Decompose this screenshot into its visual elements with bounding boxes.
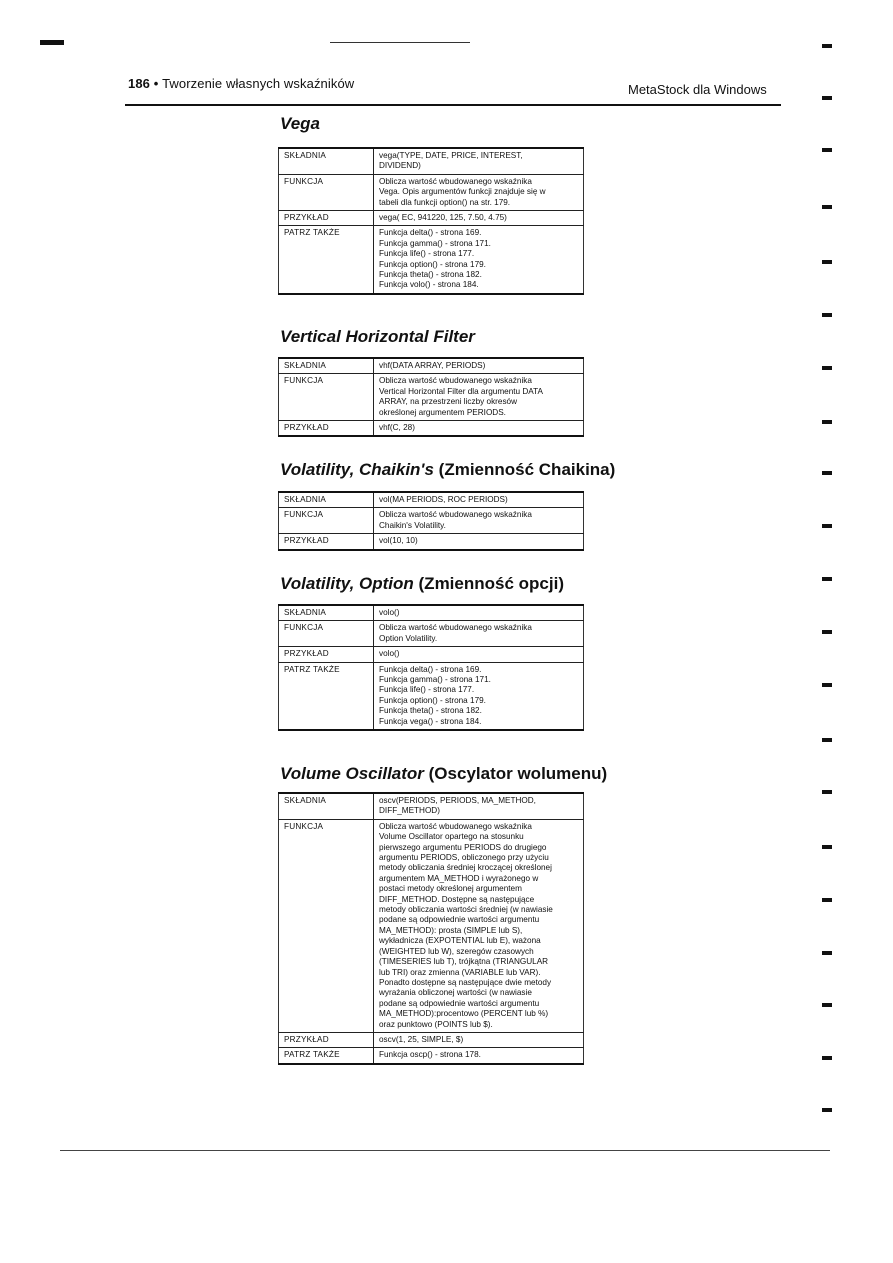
scan-tick xyxy=(822,96,832,100)
row-value: volo() xyxy=(379,608,400,617)
row-key: SKŁADNIA xyxy=(279,492,374,508)
scan-tick xyxy=(822,790,832,794)
scan-tick xyxy=(822,366,832,370)
row-value: Oblicza wartość wbudowanego wskaźnika Chaikin's Volatility. xyxy=(374,508,584,534)
row-value: Oblicza wartość wbudowanego wskaźnika Option Volatility. xyxy=(374,621,584,647)
row-value: vega(TYPE, DATE, PRICE, INTEREST, DIVIDEND) xyxy=(379,151,523,171)
scan-tick xyxy=(822,845,832,849)
row-value: vol(MA PERIODS, ROC PERIODS) xyxy=(379,495,508,504)
table-row xyxy=(279,534,584,550)
table-row xyxy=(279,174,584,210)
definition-table-volatility-option xyxy=(278,604,584,731)
section-title-italic: Vertical Horizontal Filter xyxy=(280,327,475,346)
row-key: PATRZ TAKŻE xyxy=(279,226,374,294)
scan-tick xyxy=(822,420,832,424)
scan-tick xyxy=(822,313,832,317)
scan-tick xyxy=(822,951,832,955)
scan-mark xyxy=(40,40,64,45)
row-value: vhf(DATA ARRAY, PERIODS) xyxy=(379,361,486,370)
section-title-volatility-chaikin xyxy=(280,460,615,480)
table-row xyxy=(279,605,584,621)
row-key: PRZYKŁAD xyxy=(279,534,374,550)
row-key: SKŁADNIA xyxy=(279,793,374,819)
scan-tick xyxy=(822,44,832,48)
section-title-vhf xyxy=(280,327,475,347)
bottom-rule xyxy=(60,1150,830,1151)
scan-tick xyxy=(822,630,832,634)
scan-tick xyxy=(822,524,832,528)
section-title-vega xyxy=(280,114,320,134)
definition-table-vhf xyxy=(278,357,584,437)
section-title-volume-oscillator xyxy=(280,764,607,784)
table-row xyxy=(279,492,584,508)
row-key: PRZYKŁAD xyxy=(279,421,374,437)
row-key: FUNKCJA xyxy=(279,819,374,1032)
row-value: vol(10, 10) xyxy=(374,534,584,550)
book-title: MetaStock dla Windows xyxy=(628,82,767,97)
page-number: 186 xyxy=(128,76,150,91)
row-key: SKŁADNIA xyxy=(279,605,374,621)
scan-tick xyxy=(822,260,832,264)
row-value: Oblicza wartość wbudowanego wskaźnika Volume Oscillator opartego na stosunku pierwszego argumentu PERIODS do drugiego argumentu PERIODS, obliczonego przy użyciu metody obliczania średniej kroczącej określonej argumentem MA_METHOD i wyrażonego w postaci metody określonej argumentem DIFF_METHOD. Dostępne są następujące metody obliczania wartości średniej (w nawiasie podane są odpowiednie wartości argumentu MA_METHOD): prosta (SIMPLE lub S), wykładnicza (EXPOTENTIAL lub E), ważona (WEIGHTED lub W), szeregów czasowych (TIMESERIES lub T), trójkątna (TRIANGULAR lub TRI) oraz zmienna (VARIABLE lub VAR). Ponadto dostępne są następujące dwie metody wyrażania obliczonej wartości (w nawiasie podane są odpowiednie wartości argumentu MA_METHOD):procentowo (PERCENT lub %) oraz punktowo (POINTS lub $). xyxy=(374,819,584,1032)
section-title-italic: Volatility, Option xyxy=(280,574,414,593)
section-title-plain: (Oscylator wolumenu) xyxy=(423,764,608,783)
row-value: Funkcja oscp() - strona 178. xyxy=(374,1048,584,1064)
scan-tick xyxy=(822,1003,832,1007)
section-title-italic: Vega xyxy=(280,114,321,133)
scan-tick xyxy=(822,148,832,152)
row-key: FUNKCJA xyxy=(279,174,374,210)
scan-tick xyxy=(822,1108,832,1112)
table-row xyxy=(279,226,584,294)
table-row xyxy=(279,662,584,730)
row-key: FUNKCJA xyxy=(279,508,374,534)
scan-tick xyxy=(822,683,832,687)
table-row xyxy=(279,819,584,1032)
row-key: PRZYKŁAD xyxy=(279,211,374,226)
scan-tick xyxy=(822,738,832,742)
table-row xyxy=(279,793,584,819)
row-value: Oblicza wartość wbudowanego wskaźnika Vertical Horizontal Filter dla argumentu DATA ARRAY, na przestrzeni liczby okresów określonej argumentem PERIODS. xyxy=(374,374,584,421)
scan-tick xyxy=(822,898,832,902)
row-key: FUNKCJA xyxy=(279,374,374,421)
table-row xyxy=(279,374,584,421)
header-rule xyxy=(125,104,781,106)
row-value: Oblicza wartość wbudowanego wskaźnika Vega. Opis argumentów funkcji znajduje się w tabeli dla funkcji option() na str. 179. xyxy=(374,174,584,210)
table-row xyxy=(279,148,584,174)
row-value: Funkcja delta() - strona 169. Funkcja gamma() - strona 171. Funkcja life() - strona 177. Funkcja option() - strona 179. Funkcja theta() - strona 182. Funkcja vega() - strona 184. xyxy=(374,662,584,730)
table-row xyxy=(279,621,584,647)
definition-table-volatility-chaikin xyxy=(278,491,584,551)
scan-tick xyxy=(822,471,832,475)
table-row xyxy=(279,358,584,374)
scan-tick xyxy=(822,1056,832,1060)
table-row xyxy=(279,211,584,226)
row-value: volo() xyxy=(374,647,584,662)
row-value: vega( EC, 941220, 125, 7.50, 4.75) xyxy=(374,211,584,226)
section-title-volatility-option xyxy=(280,574,564,594)
table-row xyxy=(279,508,584,534)
chapter-title: Tworzenie własnych wskaźników xyxy=(162,76,355,91)
scan-tick xyxy=(822,205,832,209)
row-key: PATRZ TAKŻE xyxy=(279,662,374,730)
row-value: oscv(PERIODS, PERIODS, MA_METHOD, DIFF_METHOD) xyxy=(379,796,536,816)
running-header-left xyxy=(128,76,354,91)
row-key: PATRZ TAKŻE xyxy=(279,1048,374,1064)
row-key: PRZYKŁAD xyxy=(279,647,374,662)
table-row xyxy=(279,1048,584,1064)
row-value: oscv(1, 25, SIMPLE, $) xyxy=(374,1032,584,1047)
row-key: FUNKCJA xyxy=(279,621,374,647)
row-key: PRZYKŁAD xyxy=(279,1032,374,1047)
row-value: Funkcja delta() - strona 169. Funkcja gamma() - strona 171. Funkcja life() - strona 177. Funkcja option() - strona 179. Funkcja theta() - strona 182. Funkcja volo() - strona 184. xyxy=(374,226,584,294)
table-row xyxy=(279,421,584,437)
section-title-plain: (Zmienność Chaikina) xyxy=(433,460,616,479)
row-value: vhf(C, 28) xyxy=(374,421,584,437)
top-rule xyxy=(330,42,470,43)
section-title-italic: Volume Oscillator xyxy=(280,764,424,783)
scan-tick xyxy=(822,577,832,581)
table-row xyxy=(279,1032,584,1047)
row-key: SKŁADNIA xyxy=(279,358,374,374)
row-key: SKŁADNIA xyxy=(279,148,374,174)
section-title-plain: (Zmienność opcji) xyxy=(413,574,564,593)
definition-table-vega xyxy=(278,147,584,295)
section-title-italic: Volatility, Chaikin's xyxy=(280,460,434,479)
definition-table-volume-oscillator xyxy=(278,792,584,1065)
table-row xyxy=(279,647,584,662)
header-bullet: • xyxy=(153,76,159,91)
